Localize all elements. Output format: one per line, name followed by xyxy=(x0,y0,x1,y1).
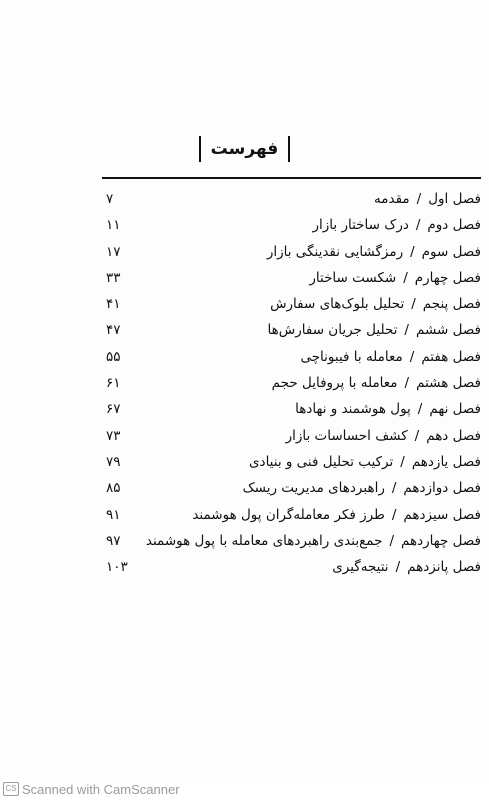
page-number: ۴۷ xyxy=(106,322,121,339)
page-number: ۹۷ xyxy=(106,532,121,549)
page-title: فهرست xyxy=(210,139,279,159)
page-number: ۱۷ xyxy=(106,243,121,260)
page-number: ۳۳ xyxy=(106,269,121,286)
title-box xyxy=(199,134,291,164)
chapter-label: فصل هشتم xyxy=(416,375,481,392)
separator: / xyxy=(404,322,409,339)
chapter-label: فصل پانزدهم xyxy=(407,559,481,576)
page-number: ۹۱ xyxy=(106,506,121,523)
page-number: ۷۳ xyxy=(106,427,121,444)
toc-row xyxy=(100,344,481,370)
header-divider xyxy=(102,177,481,179)
chapter-topic: رمزگشایی نقدینگی بازار xyxy=(266,243,404,260)
page-number: ۱۱ xyxy=(106,217,121,234)
page-number: ۵۵ xyxy=(106,348,121,365)
separator: / xyxy=(410,243,415,260)
toc-row xyxy=(100,396,481,422)
toc-entry xyxy=(249,449,481,475)
table-of-contents xyxy=(100,186,481,580)
chapter-topic: معامله با پروفایل حجم xyxy=(271,375,398,392)
chapter-label: فصل سیزدهم xyxy=(403,506,481,523)
toc-row xyxy=(100,502,481,528)
page-number: ۴۱ xyxy=(106,296,121,313)
chapter-label: فصل اول xyxy=(428,191,481,207)
chapter-label: فصل هفتم xyxy=(421,348,481,365)
chapter-label: فصل ششم xyxy=(415,322,481,339)
chapter-label: فصل نهم xyxy=(429,401,481,418)
separator: / xyxy=(400,453,405,470)
separator: / xyxy=(409,348,415,365)
separator: / xyxy=(417,401,423,418)
toc-entry xyxy=(332,554,481,580)
toc-header xyxy=(0,134,489,164)
toc-row xyxy=(100,423,481,449)
toc-entry xyxy=(267,239,481,265)
page-number: ۱۰۳ xyxy=(106,559,128,576)
separator: / xyxy=(389,532,394,549)
toc-entry xyxy=(313,212,481,238)
page-number: ۷ xyxy=(106,191,114,207)
separator: / xyxy=(391,480,397,497)
chapter-topic: تحلیل بلوک‌های سفارش xyxy=(270,296,405,313)
toc-entry xyxy=(295,396,481,422)
separator: / xyxy=(414,427,420,444)
chapter-label: فصل پنجم xyxy=(422,296,481,313)
toc-entry xyxy=(300,344,481,370)
chapter-topic: نتیجه‌گیری xyxy=(332,559,389,576)
page-number: ۶۱ xyxy=(106,375,121,392)
toc-entry xyxy=(286,423,481,449)
chapter-topic: کشف احساسات بازار xyxy=(285,427,408,444)
chapter-label: فصل یازدهم xyxy=(411,453,481,470)
separator: / xyxy=(411,296,416,313)
toc-row xyxy=(100,186,481,212)
chapter-topic: مقدمه xyxy=(374,191,410,207)
toc-row xyxy=(100,554,481,580)
toc-entry xyxy=(374,186,481,212)
toc-row xyxy=(100,265,481,291)
toc-row xyxy=(100,370,481,396)
separator: / xyxy=(415,217,421,234)
page-number: ۶۷ xyxy=(106,401,121,418)
chapter-topic: جمع‌بندی راهبردهای معامله با پول هوشمند xyxy=(145,532,383,549)
toc-entry xyxy=(192,502,481,528)
toc-entry xyxy=(146,528,481,554)
separator: / xyxy=(403,269,408,286)
separator: / xyxy=(404,375,410,392)
scanner-watermark xyxy=(0,778,489,800)
toc-entry xyxy=(272,370,481,396)
toc-row xyxy=(100,475,481,501)
toc-row xyxy=(100,291,481,317)
chapter-topic: راهبردهای مدیریت ریسک xyxy=(242,480,385,497)
chapter-topic: شکست ساختار xyxy=(309,269,397,286)
toc-entry xyxy=(268,317,481,343)
camscanner-logo-icon: CS xyxy=(3,782,19,796)
chapter-topic: درک ساختار بازار xyxy=(312,217,409,234)
title-left-bar xyxy=(199,136,201,162)
toc-entry xyxy=(309,265,481,291)
watermark-text: Scanned with CamScanner xyxy=(22,781,180,797)
chapter-topic: ترکیب تحلیل فنی و بنیادی xyxy=(248,453,394,470)
separator: / xyxy=(416,191,422,207)
chapter-label: فصل چهارم xyxy=(414,269,481,286)
chapter-topic: تحلیل جریان سفارش‌ها xyxy=(267,322,398,339)
title-right-bar xyxy=(288,136,290,162)
separator: / xyxy=(391,506,397,523)
chapter-label: فصل دهم xyxy=(426,427,481,444)
chapter-topic: معامله با فیبوناچی xyxy=(300,348,403,365)
chapter-label: فصل دوازدهم xyxy=(403,480,481,497)
separator: / xyxy=(395,559,401,576)
chapter-label: فصل سوم xyxy=(421,243,481,260)
chapter-label: فصل دوم xyxy=(427,217,481,234)
toc-row xyxy=(100,212,481,238)
chapter-topic: پول هوشمند و نهادها xyxy=(295,401,411,418)
page-number: ۷۹ xyxy=(106,453,121,470)
chapter-label: فصل چهاردهم xyxy=(401,532,481,549)
toc-row xyxy=(100,317,481,343)
toc-entry xyxy=(270,291,481,317)
toc-row xyxy=(100,528,481,554)
toc-row xyxy=(100,449,481,475)
chapter-topic: طرز فکر معامله‌گران پول هوشمند xyxy=(192,506,385,523)
toc-row xyxy=(100,239,481,265)
toc-entry xyxy=(243,475,481,501)
page-number: ۸۵ xyxy=(106,480,121,497)
